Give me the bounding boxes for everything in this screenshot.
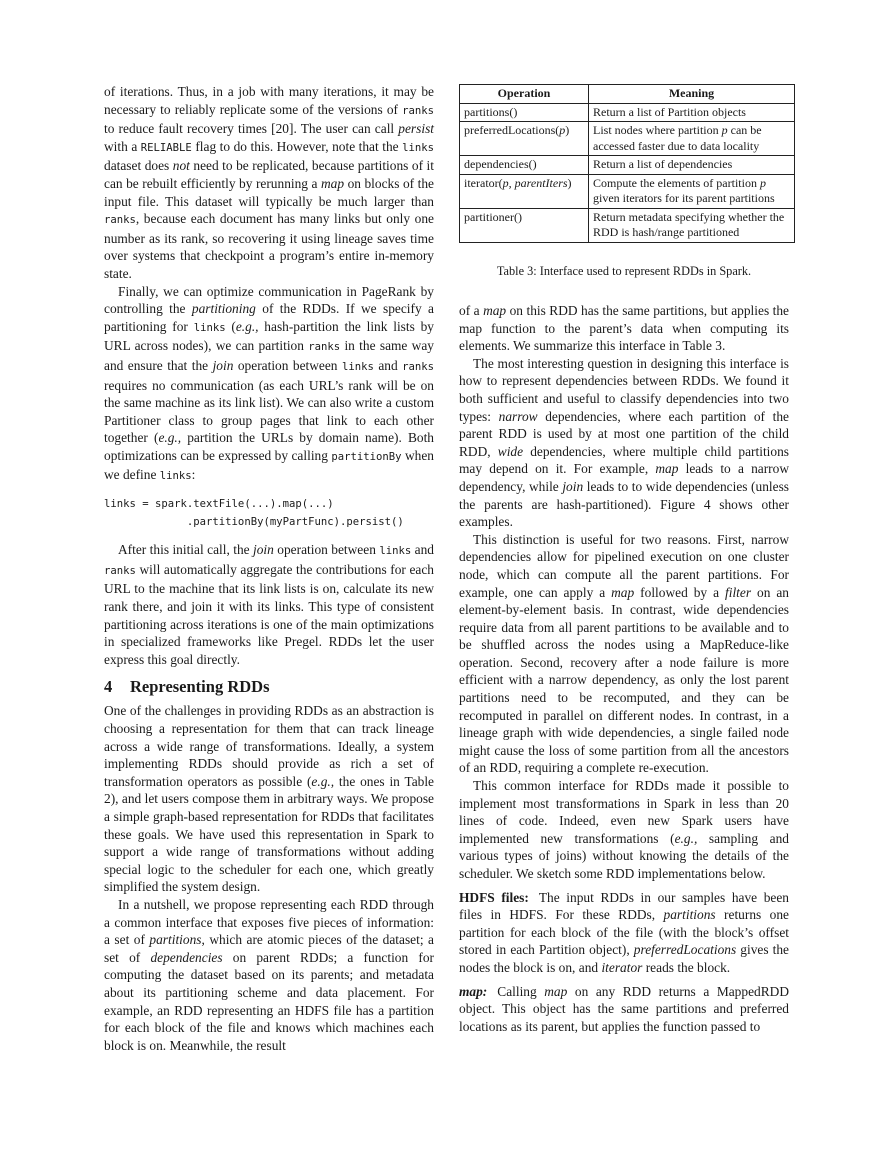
meaning-cell: Return a list of dependencies <box>589 156 795 175</box>
section-heading <box>104 676 434 698</box>
table-row <box>460 103 795 122</box>
table-row <box>460 122 795 156</box>
paragraph: The most interesting question in designing this interface is how to represent dependencies between RDDs. We found it both sufficient and useful to classify dependencies into two types: narrow dependencies, where each partition of the parent RDD is used by at most one partition of the child RDD, wide dependencies, where multiple child partitions may depend on it. For example, map leads to a narrow dependency, while join leads to to wide dependencies (unless the parents are hash-partitioned). Figure 4 shows other examples. <box>459 355 790 530</box>
meaning-cell: Compute the elements of partition p given iterators for its parent partitions <box>589 174 795 208</box>
table-row <box>460 174 795 208</box>
paragraph: Finally, we can optimize communication in PageRank by controlling the partitioning of the RDDs. If we specify a partitioning for links (e.g., hash-partition the link lists by URL across nodes), we can partition ranks in the same way and ensure that the join operation between links and ranks requires no communication (as each URL’s rank will be on the same machine as its link list). We can also write a custom Partitioner class to group pages that link to each other together (e.g., partition the URLs by domain name). Both optimizations can be expressed by calling partitionBy when we define links: <box>104 283 434 483</box>
table-caption: Table 3: Interface used to represent RDDs in Spark. <box>496 264 752 278</box>
paragraph: This common interface for RDDs made it possible to implement most transformations in Spark in less than 20 lines of code. Indeed, even new Spark users have implemented new transformations (e.g., sampling and various types of joins) without knowing the details of the scheduler. We sketch some RDD implementations below. <box>459 778 789 881</box>
interface-table <box>459 84 795 243</box>
meaning-cell: Return metadata specifying whether the RDD is hash/range partitioned <box>589 208 795 242</box>
paragraph: One of the challenges in providing RDDs as an abstraction is choosing a representation for them that can track lineage across a wide range of transformations. Ideally, a system implementing RDDs should provide as rich a set of transformation operators as possible (e.g., the ones in Table 2), and let users compose them in arbitrary ways. We propose a simple graph-based representation for RDDs that facilitates these goals. We have used this representation in Spark to support a wide range of transformations without adding special logic to the scheduler for each one, which greatly simplified the system design. <box>104 703 434 895</box>
code-block: links = spark.textFile(...).map(...) .partitionBy(myPartFunc).persist() <box>104 498 404 528</box>
paragraph: In a nutshell, we propose representing each RDD through a common interface that exposes five pieces of information: a set of partitions, which are atomic pieces of the dataset; a set of dependencies on parent RDDs; a function for computing the dataset based on its parents; and metadata about its partitioning scheme and data placement. For example, an RDD representing an HDFS file has a partition for each block of the file and knows which machines each block is on. Meanwhile, the result <box>104 896 434 1053</box>
meaning-cell: List nodes where partition p can be accessed faster due to data locality <box>589 122 795 156</box>
left-column <box>104 83 434 1054</box>
paragraph: of iterations. Thus, in a job with many iterations, it may be necessary to reliably replicate some of the versions of ranks to reduce fault recovery times [20]. The user can call persist with a RELIABLE flag to do this. However, note that the links dataset does not need to be replicated, because partitions of it can be rebuilt efficiently by rerunning a map on blocks of the input file. This dataset will typically be much larger than ranks, because each document has many links but only one number as its rank, so recovering it using lineage saves time over systems that checkpoint a program’s entire in-memory state. <box>104 84 434 281</box>
section-title: Representing RDDs <box>130 677 270 697</box>
table-header-cell: Operation <box>460 85 589 104</box>
paragraph-body: Calling map on any RDD returns a MappedRDD object. This object has the same partitions and preferred locations as its parent, but applies the function passed to <box>459 983 789 1034</box>
operation-cell: iterator(p, parentIters) <box>460 174 589 208</box>
paragraph: of a map on this RDD has the same partitions, but applies the map function to the parent’s data when computing its elements. We summarize this interface in Table 3. <box>459 303 789 354</box>
meaning-cell: Return a list of Partition objects <box>589 103 795 122</box>
paragraph-body: The input RDDs in our samples have been files in HDFS. For these RDDs, partitions returns one partition for each block of the file (with the block’s offset stored in each Partition object), preferredLocations gives the nodes the block is on, and iterator reads the block. <box>459 889 789 975</box>
operation-cell: preferredLocations(p) <box>460 122 589 156</box>
table-row <box>460 156 795 175</box>
table-header-cell: Meaning <box>589 85 795 104</box>
paragraph-heading: HDFS files: <box>459 889 529 905</box>
table-row <box>460 208 795 242</box>
right-column <box>459 302 789 1035</box>
paragraph-hdfs <box>459 889 789 977</box>
operation-cell: partitions() <box>460 103 589 122</box>
table-header-row <box>460 85 795 104</box>
paragraph: After this initial call, the join operation between links and ranks will automatically aggregate the contributions for each URL to the machine that its link lists is on, calculate its new rank there, and join it with its links. This type of consistent partitioning across iterations is one of the main optimizations in specialized frameworks like Pregel. RDDs let the user express this goal directly. <box>104 542 434 667</box>
operation-cell: dependencies() <box>460 156 589 175</box>
paragraph: This distinction is useful for two reasons. First, narrow dependencies allow for pipelined execution on one cluster node, which can compute all the parent partitions. For example, one can apply a map followed by a filter on an element-by-element basis. In contrast, wide dependencies require data from all parent partitions to be available and to be shuffled across the nodes using a MapReduce-like operation. Second, recovery after a node failure is more efficient with a narrow dependency, as only the lost parent partitions need to be recomputed, and they can be recomputed in parallel on different nodes. In contrast, in a lineage graph with wide dependencies, a single failed node might cause the loss of some partition from all the ancestors of an RDD, requiring a complete re-execution. <box>459 531 790 776</box>
section-number: 4 <box>104 677 113 697</box>
operation-cell: partitioner() <box>460 208 589 242</box>
paragraph-heading: map: <box>459 983 488 999</box>
paragraph-map <box>459 983 789 1036</box>
